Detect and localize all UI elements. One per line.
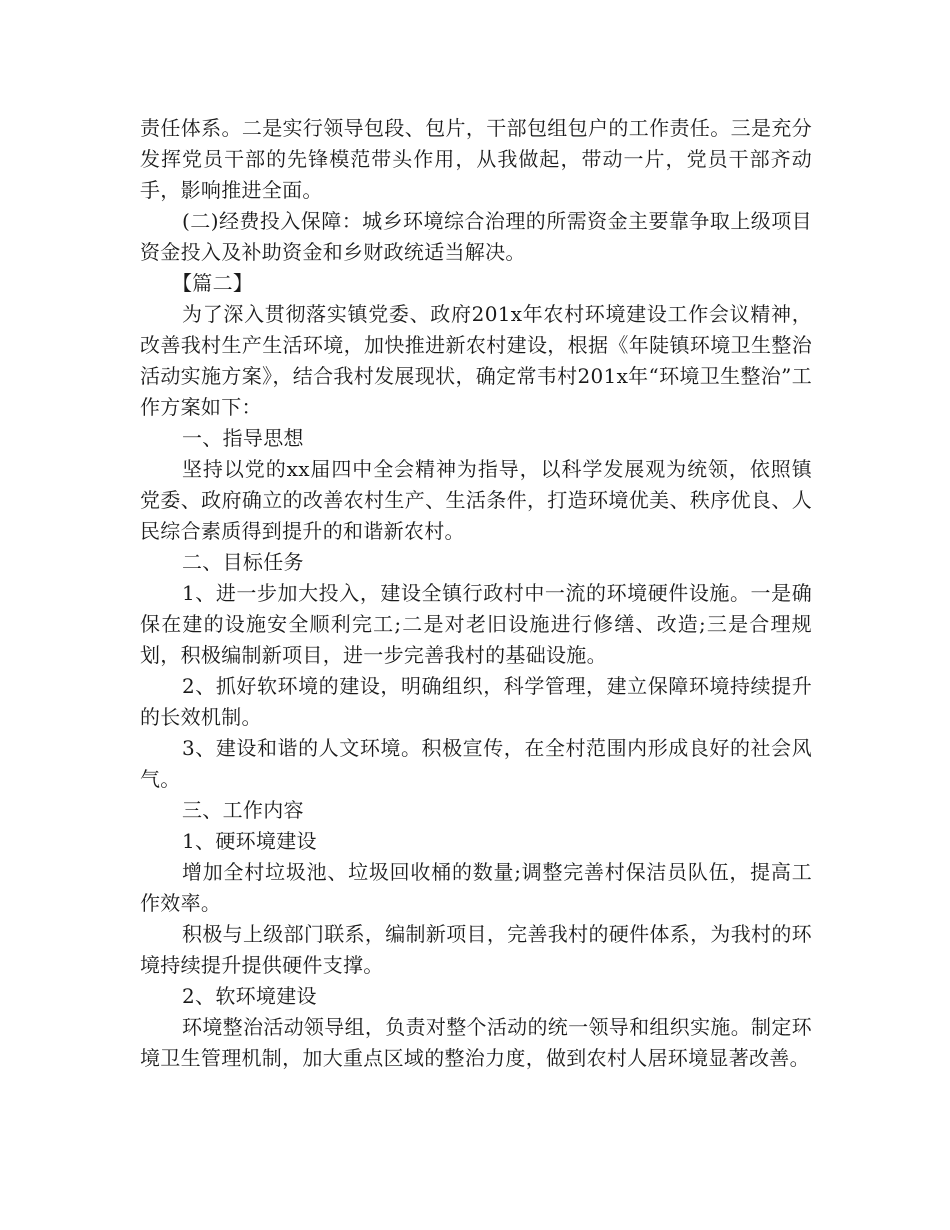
paragraph-hard-env-2: 积极与上级部门联系，编制新项目，完善我村的硬件体系，为我村的环境持续提升提供硬件支撑。 [140,922,812,977]
paragraph-hard-env-1: 增加全村垃圾池、垃圾回收桶的数量;调整完善村保洁员队伍，提高工作效率。 [140,860,812,915]
heading-work-content: 三、工作内容 [182,798,304,822]
paragraph-responsibility-system: 责任体系。二是实行领导包段、包片，干部包组包户的工作责任。三是充分发挥党员干部的先锋模范带头作用，从我做起，带动一片，党员干部齐动手，影响推进全面。 [140,116,812,202]
paragraph-introduction: 为了深入贯彻落实镇党委、政府201x年农村环境建设工作会议精神，改善我村生产生活环境，加快推进新农村建设，根据《年陡镇环境卫生整治活动实施方案》，结合我村发展现状，确定常韦村201x年“环境卫生整治”工作方案如下： [140,302,812,419]
subheading-hard-environment: 1、硬环境建设 [182,829,317,853]
document-page [140,113,812,1074]
paragraph-task-2: 2、抓好软环境的建设，明确组织，科学管理，建立保障环境持续提升的长效机制。 [140,674,812,729]
paragraph-task-1: 1、进一步加大投入，建设全镇行政村中一流的环境硬件设施。一是确保在建的设施安全顺利完工;二是对老旧设施进行修缮、改造;三是合理规划，积极编制新项目，进一步完善我村的基础设施。 [140,581,812,667]
subheading-soft-environment: 2、软环境建设 [182,984,317,1008]
paragraph-soft-env: 环境整治活动领导组，负责对整个活动的统一领导和组织实施。制定环境卫生管理机制，加大重点区域的整治力度，做到农村人居环境显著改善。 [140,1015,812,1070]
heading-guiding-ideology: 一、指导思想 [182,426,304,450]
heading-target-tasks: 二、目标任务 [182,550,304,574]
paragraph-task-3: 3、建设和谐的人文环境。积极宣传，在全村范围内形成良好的社会风气。 [140,736,812,791]
section-heading-part-two: 【篇二】 [172,271,254,295]
paragraph-funding-guarantee: (二)经费投入保障：城乡环境综合治理的所需资金主要靠争取上级项目资金投入及补助资金和乡财政统适当解决。 [140,209,812,264]
paragraph-guiding-ideology: 坚持以党的xx届四中全会精神为指导，以科学发展观为统领，依照镇党委、政府确立的改善农村生产、生活条件，打造环境优美、秩序优良、人民综合素质得到提升的和谐新农村。 [140,457,812,543]
